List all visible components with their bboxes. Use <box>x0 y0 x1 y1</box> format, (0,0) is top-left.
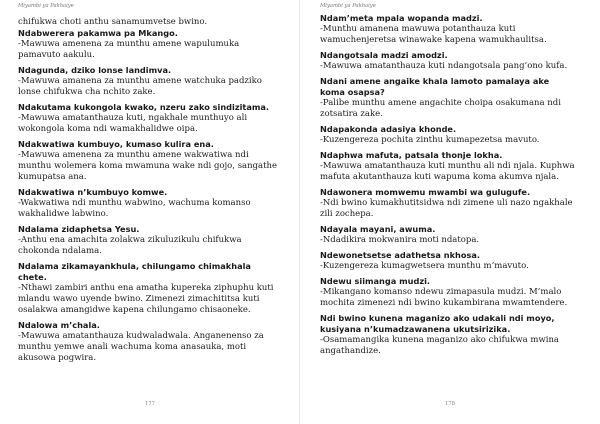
proverb-meaning: -Ndi bwino kumakhutitsidwa ndi zimene uli nazo ngakhale zili zochepa. <box>320 198 573 219</box>
proverb-entry <box>320 313 576 357</box>
proverb-entry <box>18 139 278 183</box>
proverb-heading: Ndalama zikamayankhula, chilungamo chimakhala chete. <box>18 261 251 282</box>
proverb-entry <box>18 102 278 135</box>
running-head: Miyambi ya Pakhaiye <box>18 3 74 9</box>
proverb-entry <box>18 224 278 257</box>
proverb-meaning: -Osamamangika kunena maganizo ako chifukwa mwina angathandize. <box>320 335 559 356</box>
proverb-meaning: -Ndadikira mokwanira moti ndatopa. <box>320 235 480 245</box>
proverb-entry <box>320 224 576 246</box>
proverb-meaning: -Mawuwa amatanthauza kuti, ngakhale munthuyo ali wokongola koma ndi wamakhalidwe oipa. <box>18 113 248 134</box>
proverb-meaning: -Kuzengereza kumagwetsera munthu m’mavuto. <box>320 261 529 271</box>
proverb-entry <box>18 28 278 61</box>
proverb-heading: Ndani amene angaike khala lamoto pamalaya ake koma osapsa? <box>320 76 550 97</box>
proverb-heading: Ndalowa m’chala. <box>18 320 100 330</box>
right-page <box>300 0 600 424</box>
proverb-entry <box>320 50 576 72</box>
proverb-entry <box>320 124 576 146</box>
proverb-meaning: -Mawuwa amenena za munthu amene wakwatiwa ndi munthu wolemera koma mwamuna wake ndi gojo, sangathe kumupatsa ana. <box>18 150 278 182</box>
proverb-meaning: -Mawuwa amenena za munthu amene wapulumuka pamavuto aakulu. <box>18 39 240 60</box>
proverb-meaning: -Wakwatiwa ndi munthu wabwino, wachuma komanso wakhalidwe labwino. <box>18 198 251 219</box>
proverb-heading: Ndawonera momwemu mwambi wa gulugufe. <box>320 187 531 197</box>
proverb-entry <box>18 261 278 316</box>
page-number: 178 <box>445 401 455 407</box>
proverb-heading: Ndalama zidaphetsa Yesu. <box>18 224 140 234</box>
proverb-heading: Ndangotsala madzi amodzi. <box>320 50 448 60</box>
proverb-entry <box>320 13 576 46</box>
proverb-heading: Ndakwatiwa n’kumbuyo komwe. <box>18 187 168 197</box>
proverb-entry <box>320 150 576 183</box>
proverb-entry <box>18 187 278 220</box>
proverb-heading: Ndewonetsetse adathetsa nkhosa. <box>320 250 480 260</box>
proverb-heading: Ndakutama kukongola kwako, nzeru zako sindizitama. <box>18 102 270 112</box>
proverb-heading: Ndi bwino kunena maganizo ako udakali ndi moyo, kusiyana n’kumadzawanena ukutsirizika. <box>320 313 555 334</box>
proverb-meaning: -Mawuwa amatanthauza kuti munthu ali ndi njala. Kuphwa mafuta akutanthauza kuti wapuma koma akumva njala. <box>320 161 575 182</box>
proverb-heading: Ndapakonda adasiya khonde. <box>320 124 457 134</box>
proverb-heading: Ndam’meta mpala wopanda madzi. <box>320 13 483 23</box>
proverb-heading: Ndaphwa mafuta, patsala thonje lokha. <box>320 150 503 160</box>
proverb-heading: Ndayala mayani, awuma. <box>320 224 436 234</box>
proverb-meaning: -Anthu ena amachita zolakwa zikuluzikulu chifukwa chokonda ndalama. <box>18 235 242 256</box>
proverb-entry <box>320 76 576 120</box>
proverb-meaning: -Palibe munthu amene angachite choipa osakumana ndi zotsatira zake. <box>320 98 561 119</box>
proverb-heading: Ndabwerera pakamwa pa Mkango. <box>18 28 178 38</box>
proverb-entry <box>320 187 576 220</box>
continuation-text: chifukwa choti anthu sanamumvetse bwino. <box>18 17 208 27</box>
proverb-meaning: -Mawuwa amatanthauza kuti ndangotsala pang’ono kufa. <box>320 61 568 71</box>
running-head: Miyambi ya Pakhaiye <box>320 3 376 9</box>
proverb-entry <box>18 65 278 98</box>
proverb-meaning: -Munthu amanena mawuwa potanthauza kuti wamuchenjeretsa winawake kapena wamukhaulitsa. <box>320 24 547 45</box>
proverb-entry <box>320 250 576 272</box>
proverb-meaning: -Kuzengereza pochita zinthu kumapezetsa mavuto. <box>320 135 540 145</box>
proverb-heading: Ndakwatiwa kumbuyo, kumaso kulira ena. <box>18 139 214 149</box>
proverb-heading: Ndewu siimanga mudzi. <box>320 276 431 286</box>
page-number: 177 <box>145 401 155 407</box>
proverb-heading: Ndagunda, dziko lonse landimva. <box>18 65 172 75</box>
proverb-meaning: -Mikangano komanso ndewu zimapasula mudzi. M’malo mochita zimenezi ndi bwino kukambirana mwamtendere. <box>320 287 568 308</box>
proverb-entry <box>18 320 278 364</box>
proverb-meaning: -Mawuwa amatanthauza kudwaladwala. Anganenenso za munthu yemwe anali wachuma koma anasauka, moti akusowa pogwira. <box>18 331 264 363</box>
proverb-entry <box>320 276 576 309</box>
proverb-meaning: -Nthawi zambiri anthu ena amatha kupereka ziphuphu kuti mlandu wawo uyende bwino. Zimenezi zimachititsa kuti osalakwa amangidwe kapena chilungamo chisaoneke. <box>18 283 274 315</box>
proverb-meaning: -Mawuwa amanena za munthu amene watchuka padziko lonse chifukwa cha nchito zake. <box>18 76 262 97</box>
